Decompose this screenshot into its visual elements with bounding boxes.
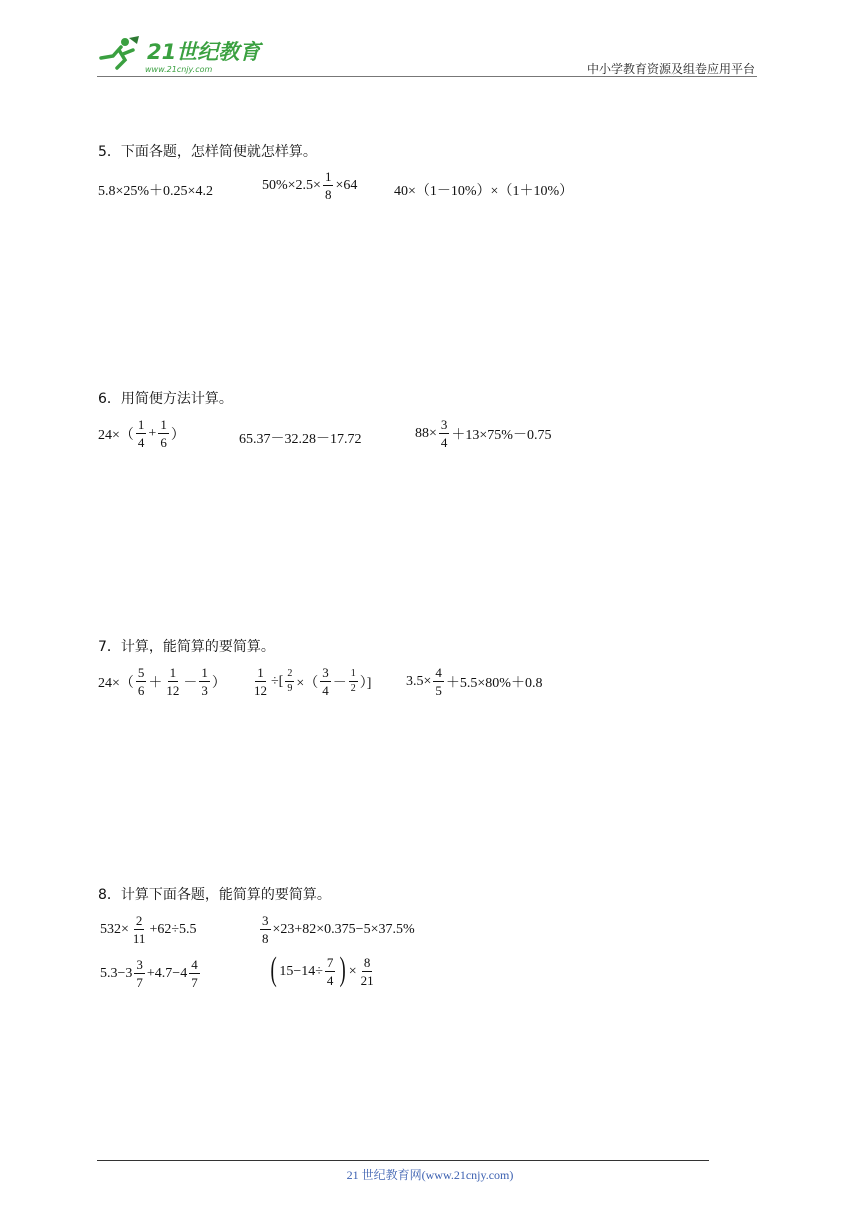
- q6-e1-fraction-1: [136, 418, 147, 449]
- denominator: 12: [254, 683, 267, 698]
- header-divider: [97, 76, 757, 77]
- q6-e1-fraction-2: [158, 418, 169, 449]
- denominator: 6: [160, 435, 167, 450]
- q5-e2-fraction: [323, 170, 334, 201]
- denominator: 8: [262, 931, 269, 946]
- q7-e2-op3: －: [332, 675, 347, 691]
- denominator: 7: [136, 975, 143, 990]
- q7-e1-post: ）: [211, 675, 226, 691]
- numerator: 1: [137, 417, 145, 432]
- q7-e1-fraction-1: [136, 666, 147, 697]
- q8-e4-fraction-2: [359, 956, 376, 987]
- site-logo: [95, 32, 265, 76]
- logo-url: www.21cnjy.com: [145, 65, 213, 74]
- numerator: 1: [169, 665, 177, 680]
- denominator: 6: [137, 683, 145, 698]
- denominator: 5: [435, 683, 442, 698]
- denominator: 4: [326, 973, 334, 988]
- numerator: 2: [285, 669, 294, 682]
- q7-e2-fraction-3: [320, 666, 331, 697]
- denominator: 3: [201, 683, 208, 698]
- q5-expr-3: [394, 176, 573, 204]
- q7-e2-fraction-2: [285, 669, 294, 694]
- q8-e2-fraction: [260, 914, 271, 945]
- footer-link[interactable]: 21 世纪教育网(www.21cnjy.com): [346, 1168, 514, 1182]
- runner-icon: [101, 36, 139, 68]
- denominator: 4: [137, 435, 145, 450]
- denominator: 4: [440, 435, 448, 450]
- denominator: 7: [191, 975, 198, 990]
- q5-title: 5．下面各题，怎样简便就怎样算。: [98, 144, 317, 160]
- q8-expr-4: [268, 950, 378, 988]
- denominator: 21: [360, 973, 374, 988]
- numerator: 1: [160, 417, 167, 432]
- q8-e3-mid: +4.7−4: [146, 965, 188, 981]
- numerator: 3: [440, 417, 448, 432]
- denominator: 8: [324, 187, 332, 202]
- q8-e1-fraction: [131, 914, 148, 945]
- q7-e1-pre: 24×（: [98, 675, 134, 691]
- q6-e3-pre: 88×: [415, 425, 437, 441]
- q7-e1-fraction-3: [199, 666, 210, 697]
- q6-e1-pre: 24×（: [98, 427, 134, 443]
- q8-expr-2: [258, 914, 415, 945]
- q8-e3-fraction-1: [134, 958, 145, 989]
- header-platform-text: 中小学教育资源及组卷应用平台: [586, 62, 755, 76]
- q7-title: 7．计算，能简算的要简算。: [98, 639, 275, 655]
- left-paren: (: [270, 950, 277, 988]
- q8-expr-1: [100, 914, 197, 945]
- q6-e3-fraction: [439, 418, 450, 449]
- denominator: 2: [350, 683, 356, 694]
- numerator: 1: [257, 665, 264, 680]
- q7-expr-1: [98, 666, 226, 697]
- q6-expr-2: [239, 424, 362, 452]
- q7-e2-op1: ÷[: [271, 673, 284, 689]
- q8-expr-3: [100, 958, 202, 989]
- q6-e1-post: ）: [170, 427, 185, 443]
- numerator: 4: [191, 957, 198, 972]
- q8-e1-pre: 532×: [100, 921, 129, 937]
- q7-e3-post: ＋5.5×80%＋0.8: [445, 675, 543, 691]
- q6-title: 6．用简便方法计算。: [98, 391, 233, 407]
- footer-divider: [97, 1160, 709, 1161]
- right-paren: ): [339, 950, 347, 988]
- q5-e3-text: 40×（1－10%）×（1＋10%）: [394, 184, 574, 199]
- q8-e4-fraction-1: [325, 956, 336, 987]
- numerator: 3: [322, 665, 329, 680]
- numerator: 2: [135, 913, 143, 928]
- q6-expr-1: [98, 418, 185, 449]
- q7-e2-fraction-4: [349, 669, 358, 694]
- q6-e1-op: +: [148, 425, 157, 441]
- q8-e4-pre: 15−14÷: [279, 963, 323, 979]
- q8-title: 8．计算下面各题，能简算的要简算。: [98, 887, 331, 903]
- q5-e2-post: ×64: [335, 177, 358, 193]
- numerator: 7: [326, 955, 334, 970]
- numerator: 1: [324, 169, 332, 184]
- q7-e3-fraction: [433, 666, 444, 697]
- q7-e1-op2: －: [183, 675, 198, 691]
- numerator: 3: [136, 957, 143, 972]
- logo-text: 21世纪教育: [147, 40, 261, 64]
- q5-expr-2: [262, 170, 357, 201]
- q5-e2-pre: 50%×2.5×: [262, 177, 321, 193]
- numerator: 3: [262, 913, 269, 928]
- q7-e2-post: ）]: [359, 675, 372, 691]
- q5-expr-1: [98, 176, 213, 204]
- q8-e1-post: +62÷5.5: [149, 921, 197, 937]
- q7-e2-fraction-1: [252, 666, 269, 697]
- numerator: 8: [363, 955, 371, 970]
- denominator: 4: [322, 683, 329, 698]
- q7-expr-3: [406, 666, 542, 697]
- q6-e3-post: ＋13×75%－0.75: [451, 427, 552, 443]
- denominator: 9: [287, 683, 293, 694]
- q7-e1-fraction-2: [164, 666, 181, 697]
- numerator: 4: [435, 665, 442, 680]
- numerator: 5: [137, 665, 145, 680]
- q8-e4-mid: ×: [348, 963, 357, 979]
- q7-e3-pre: 3.5×: [406, 673, 432, 689]
- numerator: 1: [201, 665, 208, 680]
- denominator: 12: [166, 683, 180, 698]
- q5-e1-text: 5.8×25%＋0.25×4.2: [98, 184, 213, 199]
- q7-e2-op2: ×（: [296, 675, 319, 691]
- q7-expr-2: [250, 666, 371, 697]
- numerator: 1: [349, 669, 358, 682]
- q7-e1-op1: ＋: [148, 675, 163, 691]
- q8-e3-pre: 5.3−3: [100, 965, 133, 981]
- q8-e3-fraction-2: [189, 958, 200, 989]
- q8-e2-post: ×23+82×0.375−5×37.5%: [272, 921, 415, 937]
- q6-e2-text: 65.37－32.28－17.72: [239, 432, 362, 447]
- denominator: 11: [132, 931, 146, 946]
- q6-expr-3: [415, 418, 551, 449]
